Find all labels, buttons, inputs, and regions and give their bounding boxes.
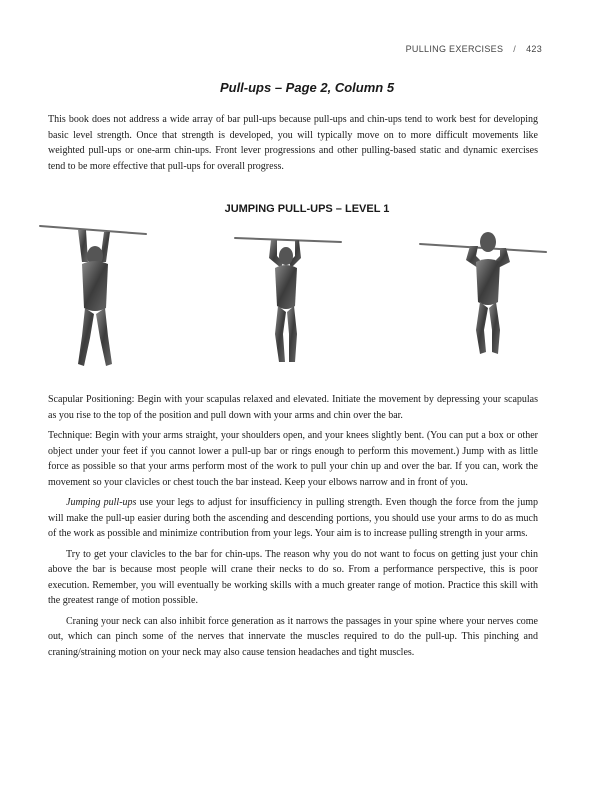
jumping-pullups-term: Jumping pull-ups [66,497,137,508]
exercise-figures [38,218,548,378]
scapular-positioning-paragraph: Scapular Positioning: Begin with your scapulas relaxed and elevated. Initiate the movement by depressing your scapulas as you rise to the top of the position and pull down with your arms and chin over the bar. [48,394,538,421]
intro-paragraph: This book does not address a wide array of bar pull-ups because pull-ups and chin-ups tend to work best for developing basic level strength. Once that strength is developed, you will typically move on to more difficult movements like weighted pull-ups or one-arm chin-ups. Front lever progressions and other pulling-based static and dynamic exercises tend to be more effective that pull-ups for overall progress. [48,114,538,172]
running-head [406,44,542,54]
running-head-separator: / [513,44,517,54]
jumping-pullups-text: use your legs to adjust for insufficiency in pulling strength. Even though the force from the jump will make the pull-up easier during both the ascending and descending portions, you should use your arms to do as much of the work as possible and minimize contribution from your legs. Your aim is to increase pulling strength in your arms. [48,497,538,539]
running-head-section: PULLING EXERCISES [405,44,504,54]
pullup-mid-position-figure [233,218,343,378]
jumping-pullups-paragraph [48,495,538,542]
clavicles-paragraph: Try to get your clavicles to the bar for chin-ups. The reason why you do not want to focus on getting just your chin above the bar is because most people will crane their necks to do so. From a performance perspective, this is poor execution. Remember, you will eventually be working skills with a much greater range of motion. Practice this skill with the greatest range of motion possible. [48,548,538,606]
page-title: Pull-ups – Page 2, Column 5 [219,80,395,95]
pullup-bottom-position-figure [38,218,148,378]
pullup-top-position-figure [418,218,548,378]
page-number: 423 [526,44,542,54]
craning-paragraph: Craning your neck can also inhibit force generation as it narrows the passages in your spine where your nerves come out, which can pinch some of the nerves that innervate the muscles required to do the pull-up. This pinching and craning/straining motion on your neck may also cause tension headaches and tight muscles. [48,615,538,658]
technique-paragraph: Technique: Begin with your arms straight, your shoulders open, and your knees slightly bent. (You can put a box or other object under your feet if you cannot lower a pull-up bar or rings enough to perform this movement.) Jump with as little force as possible so that your arms perform most of the work to pull your chin up and over the bar. If you can, work the movement so your clavicles or chest touch the bar instead. Keep your elbows narrow and in front of you. [48,430,538,488]
instruction-text [48,392,538,665]
section-heading: JUMPING PULL-UPS – LEVEL 1 [224,203,390,215]
